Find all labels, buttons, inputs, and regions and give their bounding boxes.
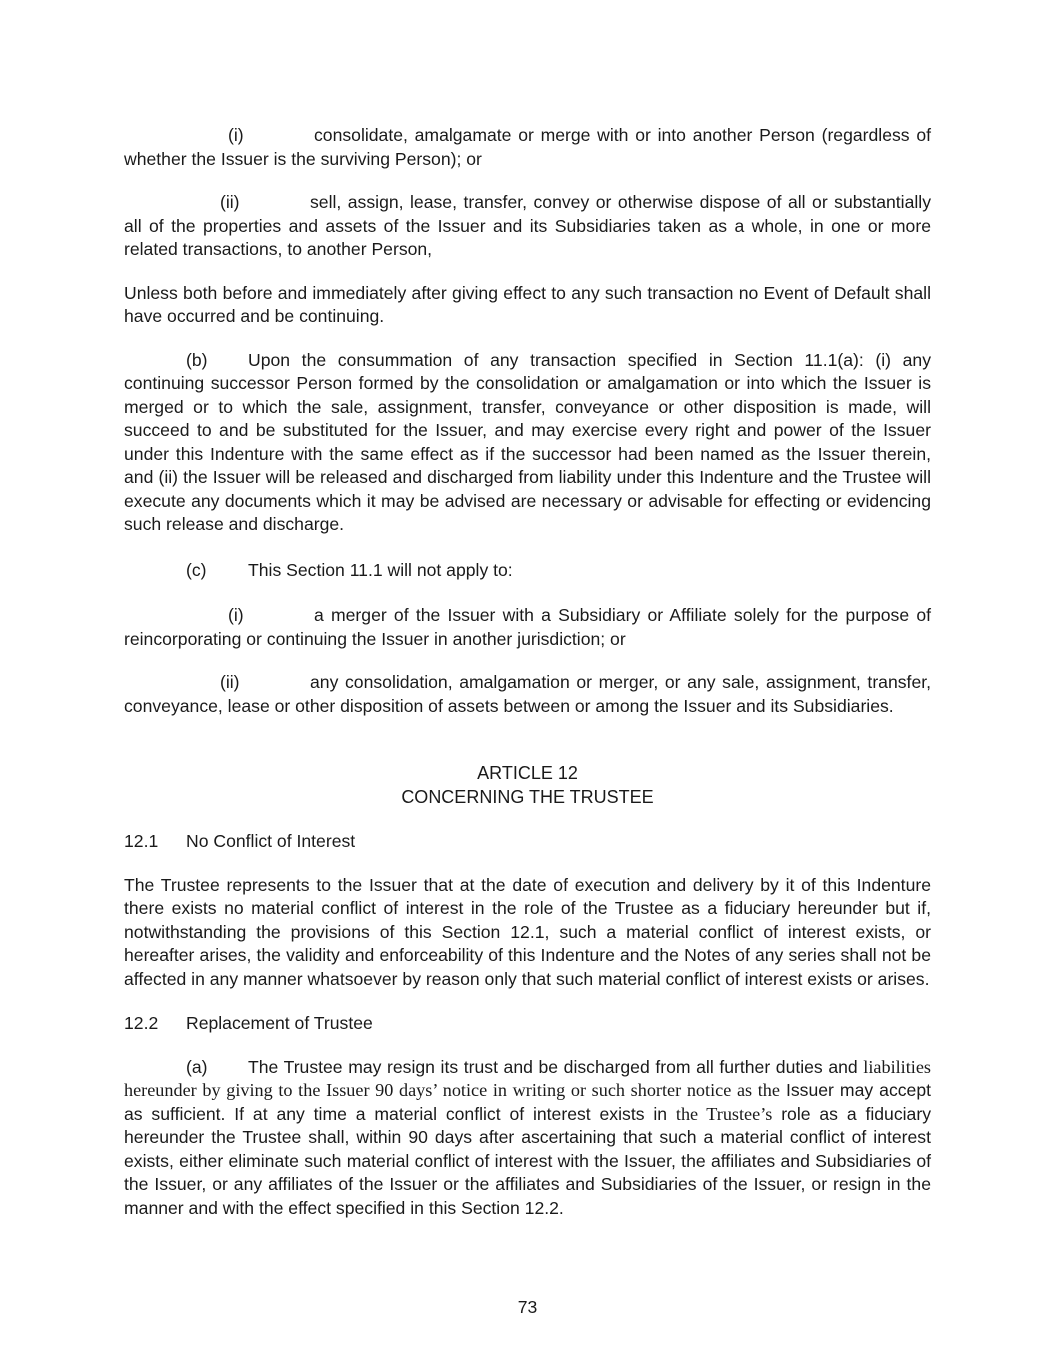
clause-text: Issuer may accept as sufficient. If at any time a material conflict of interest exists in (124, 1080, 931, 1124)
clause-ii-consolidation (124, 671, 931, 718)
clause-text: Upon the consummation of any transaction specified in Section 11.1(a): (i) any continuing successor Person formed by the consolidation or amalgamation or into which the Issuer is merged or to which the sale, assignment, transfer, conveyance or other disposition is made, will succeed to and be substituted for the Issuer, and may exercise every right and power of the Issuer under this Indenture with the same effect as if the successor had been named as the Issuer therein, and (ii) the Issuer will be released and discharged from liability under this Indenture and the Trustee will execute any documents which it may be advised are necessary or advisable for effecting or evidencing such release and discharge. (124, 349, 931, 534)
clause-text: consolidate, amalgamate or merge with or into another Person (regardless of whether the Issuer is the surviving Person); or (124, 125, 931, 169)
clause-marker: (a) (186, 1056, 208, 1077)
clause-marker: (c) (186, 559, 207, 580)
clause-marker: (i) (228, 605, 244, 625)
clause-b-consummation (124, 349, 931, 537)
paragraph-unless: Unless both before and immediately after giving effect to any such transaction no Event of Default shall have occurred and be continuing. (124, 282, 931, 326)
section-title: No Conflict of Interest (186, 831, 356, 851)
article-heading (124, 761, 931, 809)
clause-text: sell, assign, lease, transfer, convey or otherwise dispose of all or substantially all of the properties and assets of the Issuer and its Subsidiaries taken as a whole, in one or more related transactions, to another Person, (124, 192, 931, 259)
article-number: ARTICLE 12 (477, 763, 578, 783)
clause-c-not-apply (124, 559, 931, 583)
page-number: 73 (517, 1297, 538, 1317)
clause-i-consolidate (124, 124, 931, 171)
clause-a-resign (124, 1056, 931, 1221)
clause-text-serif: liabilities hereunder by giving to the Issuer 90 days’ notice in writing or such shorter notice as the (124, 1056, 931, 1100)
article-title: CONCERNING THE TRUSTEE (401, 787, 654, 807)
clause-marker: (ii) (220, 192, 240, 212)
clause-text-serif: the Trustee’s (675, 1103, 773, 1124)
clause-text: any consolidation, amalgamation or merger, or any sale, assignment, transfer, conveyance, lease or other disposition of assets between or among the Issuer and its Subsidiaries. (124, 672, 931, 716)
section-number: 12.1 (124, 831, 159, 851)
clause-text: This Section 11.1 will not apply to: (248, 559, 513, 580)
document-page (124, 124, 931, 1220)
clause-text: a merger of the Issuer with a Subsidiary or Affiliate solely for the purpose of reincorporating or continuing the Issuer in another jurisdiction; or (124, 605, 931, 649)
section-12-1-text: The Trustee represents to the Issuer that at the date of execution and delivery by it of this Indenture there exists no material conflict of interest in the role of the Trustee as a fiduciary hereunder but if, notwithstanding the provisions of this Section 12.1, such a material conflict of interest exists, or hereafter arises, the validity and enforceability of this Indenture and the Notes of any series shall not be affected in any manner whatsoever by reason only that such material conflict of interest exists or arises. (124, 874, 931, 989)
section-heading-12-2 (124, 1012, 931, 1036)
clause-marker: (ii) (220, 672, 240, 692)
clause-text: role as a fiduciary hereunder the Trustee shall, within 90 days after ascertaining that such a material conflict of interest exists, either eliminate such material conflict of interest with the Issuer, the affiliates and Subsidiaries of the Issuer, or any affiliates of the Issuer or the affiliates and Subsidiaries of the Issuer, or resign in the manner and with the effect specified in this Section 12.2. (124, 1103, 931, 1218)
clause-text: The Trustee may resign its trust and be discharged from all further duties and (248, 1056, 858, 1077)
clause-i-merger (124, 604, 931, 651)
section-title: Replacement of Trustee (186, 1013, 373, 1033)
clause-ii-sell (124, 191, 931, 262)
section-number: 12.2 (124, 1013, 159, 1033)
clause-marker: (i) (228, 125, 244, 145)
section-heading-12-1 (124, 830, 931, 854)
clause-marker: (b) (186, 349, 208, 370)
